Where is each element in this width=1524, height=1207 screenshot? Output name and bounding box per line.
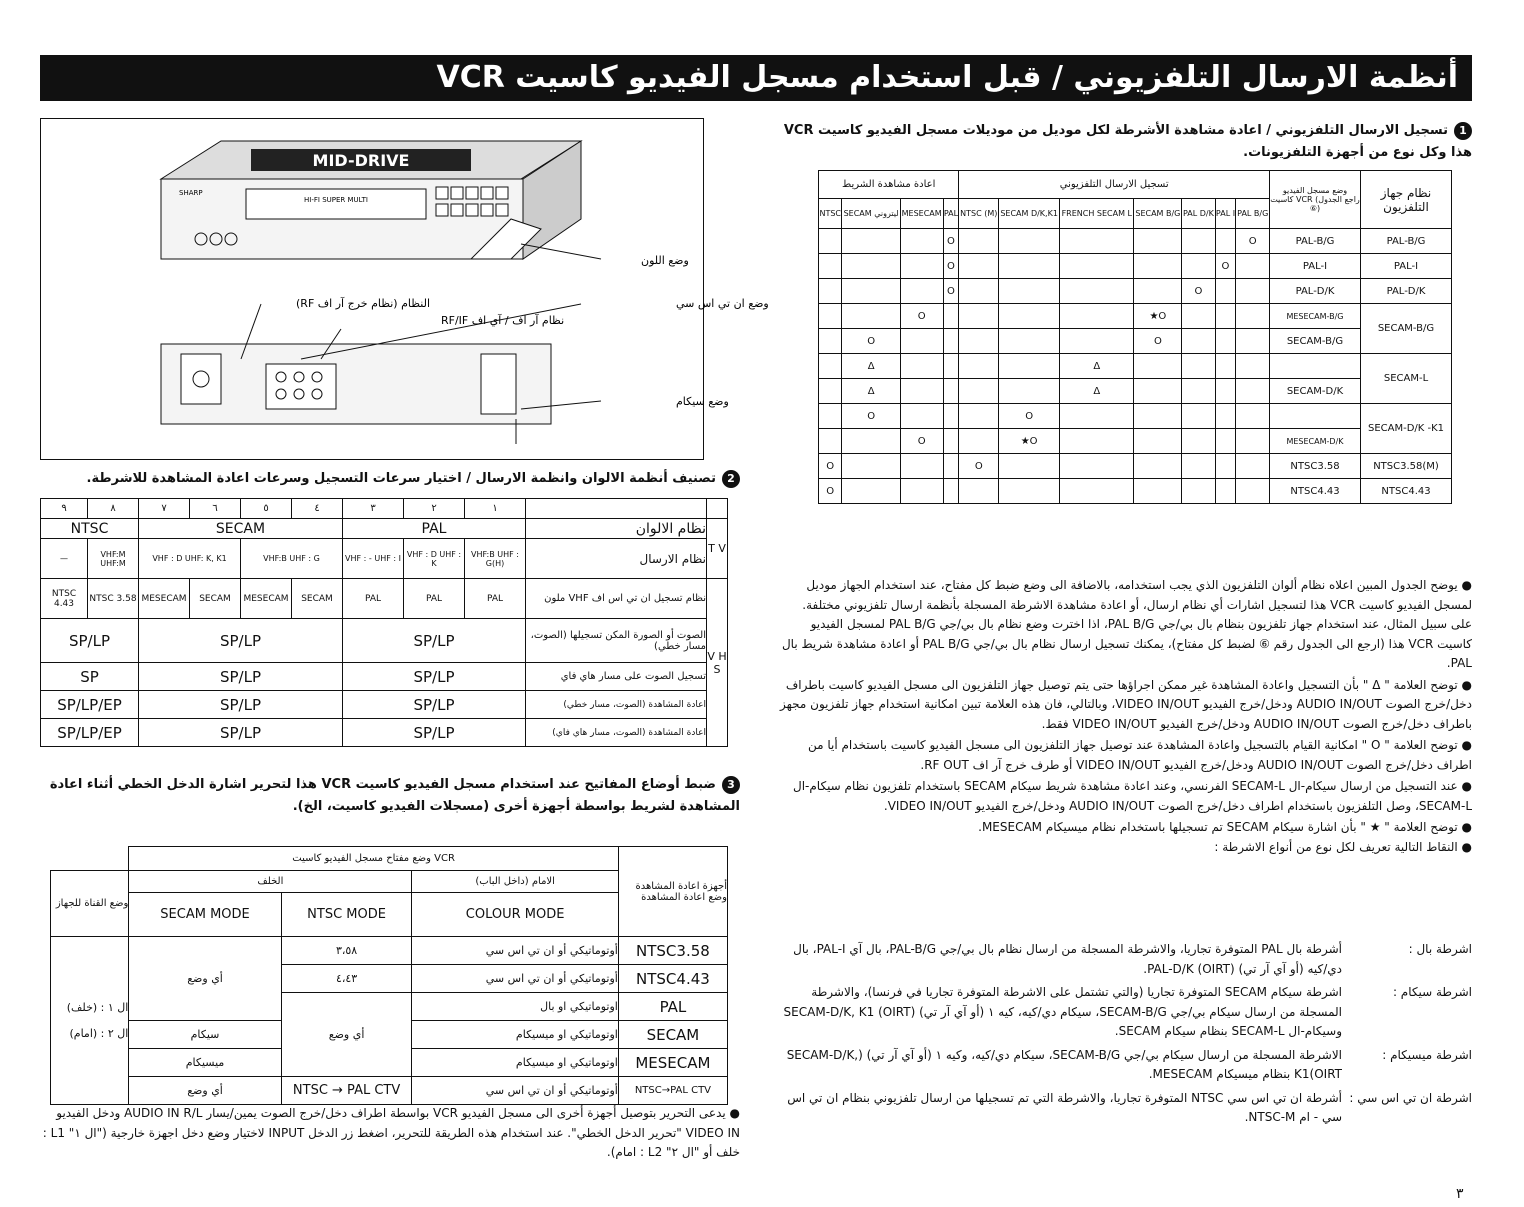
switch-settings-table: وضع مفتاح مسجل الفيديو كاسيت VCR أجهزة اعادة المشاهدة وضع اعادة المشاهدة وضع القناة للجهاز الخلف الامام (داخل الباب) SECAM MODE NTSC MODE COLOUR MODE ال ١ : (خلف) ال ٢ : (امام) أي وضع ٣،٥٨ أوتوماتيكي أو ان تي اس سي NTSC3.58 ٤،٤٣ أوتوماتيكي أو ان تي اس سي NTSC4.43 أي وضع اوتوماتيكي او بال PAL سيكام اوتوماتيكي او ميسيكام SECAM ميسيكام اوتوماتيكي او ميسيكام MESECAM أي وضع NTSC → PAL CTV أوتوماتيكي أو ان تي اس سي NTSC→PAL CTV: [50, 846, 728, 1105]
t3-channel-notes: ال ١ : (خلف) ال ٢ : (امام): [51, 937, 129, 1105]
page-title: أنظمة الارسال التلفزيوني / قبل استخدام مسجل الفيديو كاسيت VCR: [40, 55, 1472, 101]
t1-head-record: تسجيل الارسال التلفزيوني: [959, 171, 1270, 199]
label-ntsc-mode: وضع ان تي اس سي: [676, 297, 769, 310]
t1-head-vcr: وضع مسجل الفيديو كاسيت VCR (راجع الجدول ⑥): [1270, 171, 1361, 229]
tape-types: [780, 940, 1472, 1128]
note-item: ● النقاط التالية تعريف لكل نوع من أنواع الاشرطة :: [1214, 839, 1472, 854]
note-item: ● توضح العلامة " O " امكانية القيام بالتسجيل واعادة المشاهدة عند توصيل جهاز التلفزيون الى مسجل الفيديو كاسيت باستخدام أيا من اطراف دخل/خرج الصوت AUDIO IN/OUT ودخل/خرج الفيديو VIDEO IN/OUT أو طرف خرج آر اف RF OUT.: [807, 738, 1472, 772]
label-system-rf: النظام (نظام خرج آر اف RF): [296, 297, 431, 310]
color-system-table: ٩ ٨ ٧ ٦ ٥ ٤ ٣ ٢ ١ NTSC SECAM PAL نظام الالوان T V — VHF:M UHF:M VHF : D UHF: K, K1 VHF:B UHF : G VHF : - UHF : I VHF : D UHF : K VHF:B UHF : G(H) نظام الارسال NTSC 4.43 NTSC 3.58 MESECAM SECAM MESECAM SECAM PAL PAL PAL نظام تسجيل ان تي اس اف VHF ملون V H S SP/LP SP/LP SP/LP الصوت أو الصورة المكن تسجيلها (الصوت، مسار خطي) SP SP/LP SP/LP تسجيل الصوت على مسار هاي فاي SP/LP/EP SP/LP SP/LP اعادة المشاهدة (الصوت، مسار خطي) SP/LP/EP SP/LP SP/LP اعادة المشاهدة (الصوت، مسار هاي فاي): [40, 498, 728, 747]
t3-head-device: أجهزة اعادة المشاهدة وضع اعادة المشاهدة: [618, 847, 727, 937]
vcr-front-drawing: [161, 141, 601, 259]
vcr-figure: [40, 118, 769, 460]
t1-sub: NTSC: [819, 199, 842, 229]
t1-sub: PAL I: [1215, 199, 1236, 229]
t1-sub: NTSC (M): [959, 199, 999, 229]
t2-colnums: ٩ ٨ ٧ ٦ ٥ ٤ ٣ ٢ ١: [41, 499, 728, 519]
t1-row: O O SECAM-D/K -K1: [819, 404, 1452, 429]
label-rfif: نظام آر اف / آي اف RF/IF: [441, 314, 565, 327]
notes-right: [780, 576, 1472, 857]
t1-row: O O PAL-B/G PAL-B/G: [819, 229, 1452, 254]
t1-sub: PAL: [943, 199, 959, 229]
label-color-mode: وضع اللون: [641, 254, 689, 267]
section1-number: 1: [1454, 122, 1472, 140]
model-banner: MID-DRIVE: [312, 151, 410, 170]
t1-sub: PAL B/G: [1236, 199, 1270, 229]
t1-head-tv: نظام جهاز التلفزيون: [1361, 171, 1452, 229]
t1-row: Δ Δ SECAM-D/K: [819, 379, 1452, 404]
label-secam-mode: وضع سيكام: [676, 395, 729, 408]
deck-label: HI-FI SUPER MULTI: [304, 196, 368, 204]
t1-sub: FRENCH SECAM L: [1060, 199, 1134, 229]
t1-row: O O PAL-I PAL-I: [819, 254, 1452, 279]
footnote: ● يدعى التحرير بتوصيل أجهزة أخرى الى مسجل الفيديو VCR بواسطة اطراف دخل/خرج الصوت يمين/يسار AUDIO IN R/L ودخل الفيديو VIDEO IN "تحرير الدخل الخطي". عند استخدام هذه الطريقة للتحرير، اضغط زر الدخل INPUT لاختيار وضع دخل اجهزة خارجية ("ال ١" L1 : خلف أو "ال ٢" L2 : امام).: [42, 1106, 740, 1159]
t1-row: Δ Δ SECAM-L: [819, 354, 1452, 379]
tape-type-row: اشرطة سيكام : اشرطة سيكام SECAM المتوفرة تجاريا (والتي تشتمل على الاشرطة المتوفرة تجاريا في فرنسا)، والاشرطة المسجلة من ارسال سيكام بي/جي SECAM-B/G، سيكام دي/كيه، كيه ١ (أو آي آر تي) (SECAM-D/K, K1 (OIRT وسيكام-ال SECAM-L بنظام سيكام SECAM.: [783, 985, 1472, 1038]
tape-type-row: اشرطة ان تي اس سي : أشرطة ان تي اس سي NTSC المتوفرة تجاريا، والاشرطة التي تم تسجيلها من ارسال تلفزيوني بنظام ان تي اس سي - ام NTSC-M.: [787, 1090, 1472, 1124]
t1-sub: PAL D/K: [1182, 199, 1215, 229]
section2-heading: 2تصنيف أنظمة الالوان وانظمة الارسال / اختيار سرعات التسجيل وسرعات اعادة المشاهدة للاشرطة.: [40, 468, 740, 490]
t1-sub: MESECAM: [900, 199, 943, 229]
tape-type-row: اشرطة ميسيكام : الاشرطة المسجلة من ارسال سيكام بي/جي SECAM-B/G، سيكام دي/كيه، وكيه ١ (أو آي آر تي) (SECAM-D/K, K1(OIRT بنظام ميسيكام MESECAM.: [786, 1047, 1472, 1081]
t1-sub: SECAM ليتروني: [842, 199, 900, 229]
t1-row: O ★O MESECAM-B/G SECAM-B/G: [819, 304, 1452, 329]
t1-head-playback: اعادة مشاهدة الشريط: [819, 171, 959, 199]
section1-heading: 1تسجيل الارسال التلفزيوني / اعادة مشاهدة الأشرطة لكل موديل من موديلات مسجل الفيديو كاسيت VCR هذا وكل نوع من أجهزة التلفزيونات.: [783, 123, 1472, 160]
tape-type-row: اشرطة بال : أشرطة بال PAL المتوفرة تجاريا، والاشرطة المسجلة من ارسال نظام بال بي/جي PAL-B/G، بال آي PAL-I، بال دي/كيه (أو آي آر تي) (PAL-D/K (OIRT.: [793, 942, 1472, 976]
section3-heading: 3ضبط أوضاع المفاتيح عند استخدام مسجل الفيديو كاسيت VCR هذا لتحرير اشارة الدخل الخطي أثناء اعادة المشاهدة لشريط بواسطة أجهزة أخرى (مسجلات الفيديو كاسيت، الخ).: [49, 777, 740, 814]
brand-logo: SHARP: [179, 189, 203, 197]
t1-row: O ★O MESECAM-D/K: [819, 429, 1452, 454]
page-number: ٣: [1456, 1186, 1464, 1202]
t1-sub: SECAM B/G: [1134, 199, 1182, 229]
note-item: ● توضح العلامة " ★ " بأن اشارة سيكام SECAM تم تسجيلها باستخدام نظام ميسيكام MESECAM.: [978, 820, 1472, 834]
t1-sub: SECAM D/K,K1: [999, 199, 1060, 229]
note-item: ● يوضح الجدول المبين اعلاه نظام ألوان التلفزيون الذي يجب استخدامه، بالاضافة الى وضع ضبط كل مفتاح، عند استخدام الجهاز موديل لمسجل الفيديو كاسيت VCR هذا لتسجيل اشارات أي نظام ارسال، أو اعادة مشاهدة الاشرطة المسجلة بأنظمة ارسال تلفزيوني مختلفة. على سبيل المثال، عند استخدام جهاز تلفزيون بنظام بال بي/جي PAL B/G، اذا اخترت وضع نظام بال بي/جي PAL B/G لمسجل الفيديو كاسيت VCR هذا (ارجع الى الجدول رقم ⑥ لضبط كل مفتاح)، يمكنك تسجيل ارسال نظام بال بي/جي PAL B/G أو اعادة مشاهدة شريط بال PAL.: [781, 578, 1472, 670]
t1-row: O O PAL-D/K PAL-D/K: [819, 279, 1452, 304]
system-compat-table: [818, 170, 1452, 504]
t1-row: O NTSC4.43 NTSC4.43: [819, 479, 1452, 504]
note-item: ● عند التسجيل من ارسال سيكام-ال SECAM-L الفرنسي، وعند اعادة مشاهدة شريط سيكام SECAM باستخدام تلفزيون نظام سيكام-ال SECAM-L، وصل التلفزيون باستخدام اطراف دخل/خرج الصوت AUDIO IN/OUT ودخل/خرج الفيديو VIDEO IN/OUT.: [792, 779, 1472, 813]
t1-row: O O SECAM-B/G: [819, 329, 1452, 354]
note-item: ● توضح العلامة " Δ " بأن التسجيل واعادة المشاهدة غير ممكن اجراؤها حتى يتم توصيل جهاز التلفزيون الى مسجل الفيديو كاسيت باطراف دخل/خرج الصوت AUDIO IN/OUT ودخل/خرج الفيديو VIDEO IN/OUT، وبالتالي، فان هذه العلامة تبين امكانية استخدام جهاز تلفزيون مجهز باطراف دخل/خرج الصوت AUDIO IN/OUT ودخل/خرج الفيديو VIDEO IN/OUT فقط.: [780, 677, 1472, 731]
t1-row: O O NTSC3.58 NTSC3.58(M): [819, 454, 1452, 479]
vcr-illustration: [41, 119, 769, 459]
